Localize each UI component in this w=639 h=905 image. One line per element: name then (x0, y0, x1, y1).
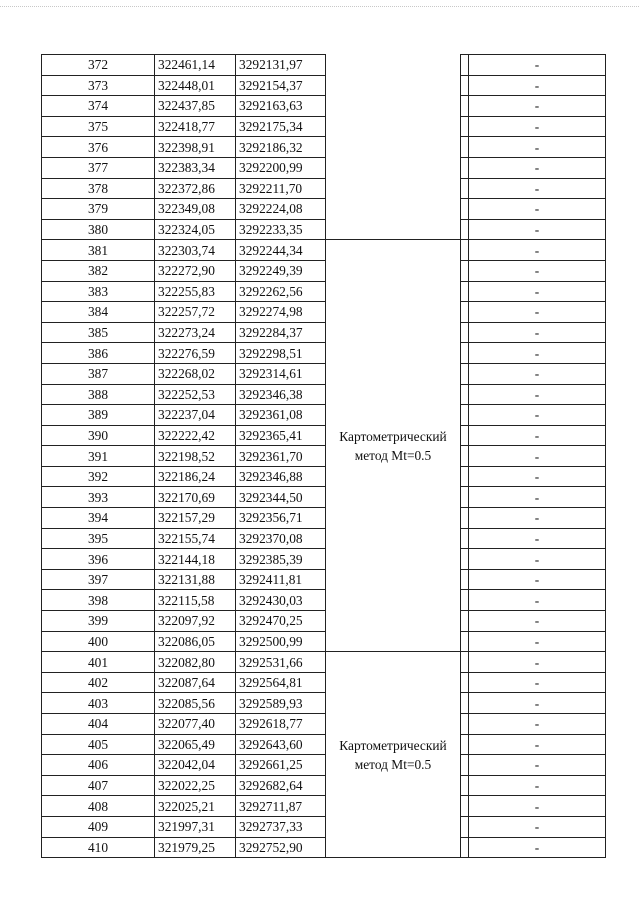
point-number-cell: 404 (42, 714, 155, 735)
x-coordinate-cell: 322461,14 (155, 55, 236, 76)
spacer-cell (461, 75, 469, 96)
x-coordinate-cell: 322252,53 (155, 384, 236, 405)
note-cell: - (469, 55, 606, 76)
note-cell: - (469, 672, 606, 693)
y-coordinate-cell: 3292224,08 (236, 199, 326, 220)
x-coordinate-cell: 322448,01 (155, 75, 236, 96)
x-coordinate-cell: 322082,80 (155, 652, 236, 673)
x-coordinate-cell: 322237,04 (155, 405, 236, 426)
method-cell: Картометрический метод Mt=0.5 (326, 652, 461, 858)
table-row (42, 755, 606, 776)
note-cell: - (469, 466, 606, 487)
point-number-cell: 383 (42, 281, 155, 302)
point-number-cell: 396 (42, 549, 155, 570)
spacer-cell (461, 528, 469, 549)
table-row (42, 734, 606, 755)
spacer-cell (461, 137, 469, 158)
point-number-cell: 389 (42, 405, 155, 426)
note-cell: - (469, 837, 606, 858)
point-number-cell: 385 (42, 322, 155, 343)
table-row (42, 837, 606, 858)
table-row (42, 590, 606, 611)
y-coordinate-cell: 3292262,56 (236, 281, 326, 302)
spacer-cell (461, 178, 469, 199)
table-row (42, 405, 606, 426)
spacer-cell (461, 652, 469, 673)
spacer-cell (461, 260, 469, 281)
x-coordinate-cell: 322198,52 (155, 446, 236, 467)
note-cell: - (469, 714, 606, 735)
y-coordinate-cell: 3292274,98 (236, 302, 326, 323)
point-number-cell: 399 (42, 611, 155, 632)
y-coordinate-cell: 3292244,34 (236, 240, 326, 261)
note-cell: - (469, 384, 606, 405)
spacer-cell (461, 302, 469, 323)
point-number-cell: 381 (42, 240, 155, 261)
spacer-cell (461, 590, 469, 611)
table-row (42, 55, 606, 76)
spacer-cell (461, 693, 469, 714)
note-cell: - (469, 693, 606, 714)
spacer-cell (461, 714, 469, 735)
point-number-cell: 409 (42, 816, 155, 837)
spacer-cell (461, 446, 469, 467)
table-row (42, 116, 606, 137)
note-cell: - (469, 652, 606, 673)
x-coordinate-cell: 322077,40 (155, 714, 236, 735)
spacer-cell (461, 466, 469, 487)
table-row (42, 549, 606, 570)
x-coordinate-cell: 322157,29 (155, 508, 236, 529)
spacer-cell (461, 405, 469, 426)
spacer-cell (461, 569, 469, 590)
y-coordinate-cell: 3292737,33 (236, 816, 326, 837)
table-row (42, 714, 606, 735)
page-top-rule (0, 6, 639, 7)
note-cell: - (469, 734, 606, 755)
table-row (42, 199, 606, 220)
coordinates-table (41, 54, 606, 858)
y-coordinate-cell: 3292365,41 (236, 425, 326, 446)
point-number-cell: 395 (42, 528, 155, 549)
table-row (42, 796, 606, 817)
table-row (42, 302, 606, 323)
point-number-cell: 388 (42, 384, 155, 405)
note-cell: - (469, 157, 606, 178)
table-row (42, 384, 606, 405)
table-row (42, 693, 606, 714)
y-coordinate-cell: 3292589,93 (236, 693, 326, 714)
point-number-cell: 397 (42, 569, 155, 590)
table-row (42, 137, 606, 158)
x-coordinate-cell: 322085,56 (155, 693, 236, 714)
table-row (42, 260, 606, 281)
spacer-cell (461, 549, 469, 570)
table-row (42, 322, 606, 343)
table-row (42, 240, 606, 261)
y-coordinate-cell: 3292298,51 (236, 343, 326, 364)
x-coordinate-cell: 322349,08 (155, 199, 236, 220)
spacer-cell (461, 631, 469, 652)
x-coordinate-cell: 322042,04 (155, 755, 236, 776)
spacer-cell (461, 816, 469, 837)
table-row (42, 157, 606, 178)
point-number-cell: 372 (42, 55, 155, 76)
point-number-cell: 398 (42, 590, 155, 611)
x-coordinate-cell: 322383,34 (155, 157, 236, 178)
table-row (42, 75, 606, 96)
x-coordinate-cell: 322222,42 (155, 425, 236, 446)
table-row (42, 631, 606, 652)
x-coordinate-cell: 322022,25 (155, 775, 236, 796)
x-coordinate-cell: 322115,58 (155, 590, 236, 611)
x-coordinate-cell: 322086,05 (155, 631, 236, 652)
y-coordinate-cell: 3292284,37 (236, 322, 326, 343)
note-cell: - (469, 549, 606, 570)
point-number-cell: 377 (42, 157, 155, 178)
y-coordinate-cell: 3292211,70 (236, 178, 326, 199)
table-row (42, 816, 606, 837)
y-coordinate-cell: 3292249,39 (236, 260, 326, 281)
spacer-cell (461, 796, 469, 817)
table-row (42, 363, 606, 384)
spacer-cell (461, 363, 469, 384)
table-row (42, 343, 606, 364)
y-coordinate-cell: 3292500,99 (236, 631, 326, 652)
point-number-cell: 405 (42, 734, 155, 755)
spacer-cell (461, 611, 469, 632)
note-cell: - (469, 446, 606, 467)
note-cell: - (469, 260, 606, 281)
spacer-cell (461, 322, 469, 343)
note-cell: - (469, 363, 606, 384)
y-coordinate-cell: 3292564,81 (236, 672, 326, 693)
point-number-cell: 373 (42, 75, 155, 96)
y-coordinate-cell: 3292361,08 (236, 405, 326, 426)
note-cell: - (469, 816, 606, 837)
note-cell: - (469, 775, 606, 796)
spacer-cell (461, 55, 469, 76)
x-coordinate-cell: 322065,49 (155, 734, 236, 755)
spacer-cell (461, 837, 469, 858)
point-number-cell: 378 (42, 178, 155, 199)
point-number-cell: 374 (42, 96, 155, 117)
table-row (42, 446, 606, 467)
y-coordinate-cell: 3292361,70 (236, 446, 326, 467)
x-coordinate-cell: 322268,02 (155, 363, 236, 384)
spacer-cell (461, 116, 469, 137)
table-row (42, 178, 606, 199)
point-number-cell: 402 (42, 672, 155, 693)
y-coordinate-cell: 3292154,37 (236, 75, 326, 96)
note-cell: - (469, 631, 606, 652)
point-number-cell: 392 (42, 466, 155, 487)
table-row (42, 508, 606, 529)
x-coordinate-cell: 322186,24 (155, 466, 236, 487)
y-coordinate-cell: 3292618,77 (236, 714, 326, 735)
x-coordinate-cell: 322087,64 (155, 672, 236, 693)
x-coordinate-cell: 322372,86 (155, 178, 236, 199)
x-coordinate-cell: 322257,72 (155, 302, 236, 323)
table-row (42, 466, 606, 487)
y-coordinate-cell: 3292346,88 (236, 466, 326, 487)
point-number-cell: 394 (42, 508, 155, 529)
table-row (42, 672, 606, 693)
note-cell: - (469, 755, 606, 776)
table-row (42, 96, 606, 117)
table-row (42, 425, 606, 446)
spacer-cell (461, 157, 469, 178)
spacer-cell (461, 672, 469, 693)
x-coordinate-cell: 322272,90 (155, 260, 236, 281)
x-coordinate-cell: 322131,88 (155, 569, 236, 590)
x-coordinate-cell: 322276,59 (155, 343, 236, 364)
y-coordinate-cell: 3292314,61 (236, 363, 326, 384)
y-coordinate-cell: 3292430,03 (236, 590, 326, 611)
y-coordinate-cell: 3292186,32 (236, 137, 326, 158)
x-coordinate-cell: 322273,24 (155, 322, 236, 343)
spacer-cell (461, 775, 469, 796)
note-cell: - (469, 611, 606, 632)
note-cell: - (469, 796, 606, 817)
x-coordinate-cell: 322398,91 (155, 137, 236, 158)
spacer-cell (461, 508, 469, 529)
x-coordinate-cell: 322255,83 (155, 281, 236, 302)
note-cell: - (469, 137, 606, 158)
table-row (42, 569, 606, 590)
point-number-cell: 375 (42, 116, 155, 137)
y-coordinate-cell: 3292163,63 (236, 96, 326, 117)
note-cell: - (469, 590, 606, 611)
table-row (42, 652, 606, 673)
x-coordinate-cell: 321997,31 (155, 816, 236, 837)
point-number-cell: 382 (42, 260, 155, 281)
y-coordinate-cell: 3292131,97 (236, 55, 326, 76)
point-number-cell: 403 (42, 693, 155, 714)
point-number-cell: 387 (42, 363, 155, 384)
note-cell: - (469, 199, 606, 220)
coordinates-table-body (42, 55, 606, 858)
point-number-cell: 410 (42, 837, 155, 858)
point-number-cell: 408 (42, 796, 155, 817)
spacer-cell (461, 219, 469, 240)
note-cell: - (469, 508, 606, 529)
table-row (42, 219, 606, 240)
y-coordinate-cell: 3292370,08 (236, 528, 326, 549)
x-coordinate-cell: 322155,74 (155, 528, 236, 549)
y-coordinate-cell: 3292470,25 (236, 611, 326, 632)
x-coordinate-cell: 322418,77 (155, 116, 236, 137)
y-coordinate-cell: 3292346,38 (236, 384, 326, 405)
x-coordinate-cell: 322025,21 (155, 796, 236, 817)
point-number-cell: 407 (42, 775, 155, 796)
y-coordinate-cell: 3292682,64 (236, 775, 326, 796)
spacer-cell (461, 487, 469, 508)
note-cell: - (469, 425, 606, 446)
note-cell: - (469, 302, 606, 323)
y-coordinate-cell: 3292711,87 (236, 796, 326, 817)
spacer-cell (461, 199, 469, 220)
point-number-cell: 393 (42, 487, 155, 508)
y-coordinate-cell: 3292175,34 (236, 116, 326, 137)
table-row (42, 611, 606, 632)
note-cell: - (469, 322, 606, 343)
note-cell: - (469, 405, 606, 426)
x-coordinate-cell: 321979,25 (155, 837, 236, 858)
spacer-cell (461, 734, 469, 755)
note-cell: - (469, 219, 606, 240)
x-coordinate-cell: 322324,05 (155, 219, 236, 240)
note-cell: - (469, 281, 606, 302)
spacer-cell (461, 425, 469, 446)
y-coordinate-cell: 3292356,71 (236, 508, 326, 529)
y-coordinate-cell: 3292752,90 (236, 837, 326, 858)
y-coordinate-cell: 3292385,39 (236, 549, 326, 570)
point-number-cell: 376 (42, 137, 155, 158)
point-number-cell: 401 (42, 652, 155, 673)
spacer-cell (461, 343, 469, 364)
y-coordinate-cell: 3292200,99 (236, 157, 326, 178)
y-coordinate-cell: 3292643,60 (236, 734, 326, 755)
point-number-cell: 406 (42, 755, 155, 776)
spacer-cell (461, 755, 469, 776)
x-coordinate-cell: 322437,85 (155, 96, 236, 117)
y-coordinate-cell: 3292531,66 (236, 652, 326, 673)
x-coordinate-cell: 322097,92 (155, 611, 236, 632)
table-row (42, 528, 606, 549)
table-row (42, 775, 606, 796)
note-cell: - (469, 569, 606, 590)
point-number-cell: 384 (42, 302, 155, 323)
x-coordinate-cell: 322303,74 (155, 240, 236, 261)
y-coordinate-cell: 3292411,81 (236, 569, 326, 590)
note-cell: - (469, 178, 606, 199)
note-cell: - (469, 343, 606, 364)
y-coordinate-cell: 3292233,35 (236, 219, 326, 240)
note-cell: - (469, 96, 606, 117)
method-cell: Картометрический метод Mt=0.5 (326, 240, 461, 652)
method-cell (326, 55, 461, 240)
note-cell: - (469, 240, 606, 261)
note-cell: - (469, 75, 606, 96)
point-number-cell: 379 (42, 199, 155, 220)
x-coordinate-cell: 322170,69 (155, 487, 236, 508)
spacer-cell (461, 384, 469, 405)
note-cell: - (469, 116, 606, 137)
note-cell: - (469, 528, 606, 549)
x-coordinate-cell: 322144,18 (155, 549, 236, 570)
point-number-cell: 386 (42, 343, 155, 364)
point-number-cell: 390 (42, 425, 155, 446)
spacer-cell (461, 240, 469, 261)
table-row (42, 487, 606, 508)
y-coordinate-cell: 3292344,50 (236, 487, 326, 508)
spacer-cell (461, 281, 469, 302)
table-row (42, 281, 606, 302)
point-number-cell: 400 (42, 631, 155, 652)
y-coordinate-cell: 3292661,25 (236, 755, 326, 776)
spacer-cell (461, 96, 469, 117)
point-number-cell: 380 (42, 219, 155, 240)
note-cell: - (469, 487, 606, 508)
point-number-cell: 391 (42, 446, 155, 467)
